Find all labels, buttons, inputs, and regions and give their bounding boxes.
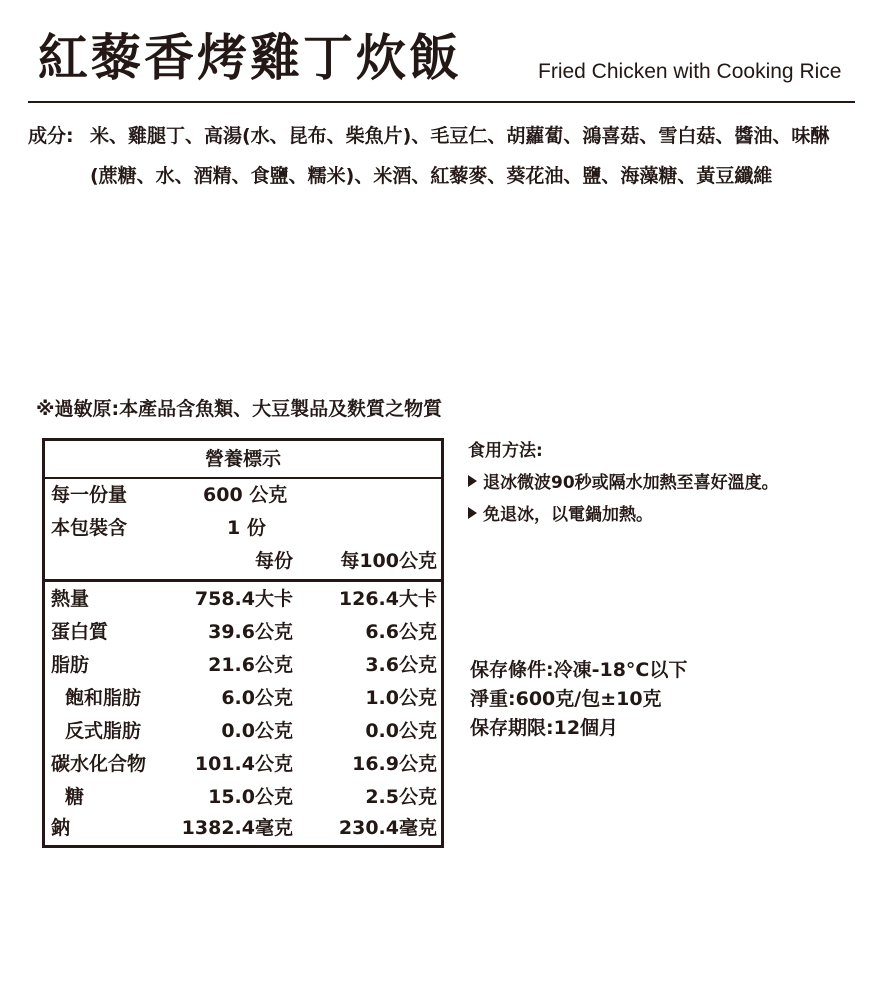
usage-section [468, 436, 779, 530]
nutrient-row [45, 812, 441, 845]
column-per-serving: 每份 [254, 550, 293, 572]
product-title: 紅藜香烤雞丁炊飯 [38, 29, 462, 87]
nutrient-per-100g: 230.4毫克 [338, 817, 437, 839]
triangle-bullet-icon [468, 475, 477, 487]
serving-size-row [45, 479, 441, 512]
usage-item [468, 468, 779, 498]
storage-condition: 保存條件:冷凍-18°C以下 [470, 659, 688, 681]
usage-item [468, 500, 779, 530]
nutrient-row [45, 682, 441, 715]
nutrient-row [45, 616, 441, 649]
allergen-notice: ※過敏原:本產品含魚類、大豆製品及麩質之物質 [36, 398, 443, 420]
nutrient-per-100g: 16.9公克 [352, 753, 437, 775]
nutrient-row [45, 748, 441, 781]
nutrition-table [42, 438, 444, 848]
nutrition-heading-row [45, 443, 441, 476]
servings-label: 本包裝含 [51, 517, 128, 539]
nutrient-per-serving: 15.0公克 [208, 786, 293, 808]
servings-value: 1 份 [227, 517, 266, 539]
triangle-bullet-icon [468, 507, 477, 519]
product-title-english: Fried Chicken with Cooking Rice [538, 60, 842, 83]
nutrient-per-serving: 21.6公克 [208, 654, 293, 676]
nutrient-per-serving: 101.4公克 [194, 753, 293, 775]
nutrient-per-100g: 2.5公克 [365, 786, 437, 808]
usage-title: 食用方法: [468, 441, 543, 461]
usage-item-text: 免退冰，以電鍋加熱。 [483, 505, 653, 525]
nutrient-name: 鈉 [51, 817, 71, 839]
net-weight: 淨重:600克/包±10克 [470, 688, 662, 710]
serving-size-label: 每一份量 [51, 484, 128, 506]
nutrient-per-100g: 3.6公克 [365, 654, 437, 676]
nutrient-per-100g: 1.0公克 [365, 687, 437, 709]
title-divider [28, 101, 855, 103]
nutrient-name: 反式脂肪 [65, 720, 142, 742]
ingredients-label: 成分: [28, 125, 74, 147]
servings-row [45, 512, 441, 545]
column-header-row [45, 545, 441, 578]
nutrient-per-serving: 0.0公克 [221, 720, 293, 742]
serving-size-value: 600 公克 [203, 484, 288, 506]
nutrient-per-serving: 1382.4毫克 [181, 817, 293, 839]
nutrient-row [45, 583, 441, 616]
ingredients-text: 米、雞腿丁、高湯(水、昆布、柴魚片)、毛豆仁、胡蘿蔔、鴻喜菇、雪白菇、醬油、味醂(蔗糖、水、酒精、食鹽、糯米)、米酒、紅藜麥、葵花油、鹽、海藻糖、黃豆纖維 [90, 125, 830, 187]
nutrient-per-serving: 39.6公克 [208, 621, 293, 643]
nutrient-row [45, 781, 441, 814]
nutrient-row [45, 715, 441, 748]
nutrient-per-100g: 0.0公克 [365, 720, 437, 742]
title-row [38, 28, 858, 88]
nutrient-row [45, 649, 441, 682]
nutrition-heading: 營養標示 [204, 448, 281, 470]
storage-section [470, 656, 687, 743]
shelf-life: 保存期限:12個月 [470, 717, 619, 739]
nutrient-name: 熱量 [51, 588, 90, 610]
nutrient-name: 糖 [65, 786, 85, 808]
nutrient-per-serving: 6.0公克 [221, 687, 293, 709]
nutrient-name: 蛋白質 [51, 621, 109, 643]
table-divider [45, 579, 441, 582]
nutrient-per-100g: 126.4大卡 [338, 588, 437, 610]
nutrient-name: 脂肪 [51, 654, 90, 676]
nutrient-per-serving: 758.4大卡 [194, 588, 293, 610]
usage-item-text: 退冰微波90秒或隔水加熱至喜好溫度。 [483, 473, 779, 493]
nutrient-name: 碳水化合物 [51, 753, 147, 775]
nutrient-per-100g: 6.6公克 [365, 621, 437, 643]
column-per-100g: 每100公克 [340, 550, 437, 572]
nutrient-name: 飽和脂肪 [65, 687, 142, 709]
